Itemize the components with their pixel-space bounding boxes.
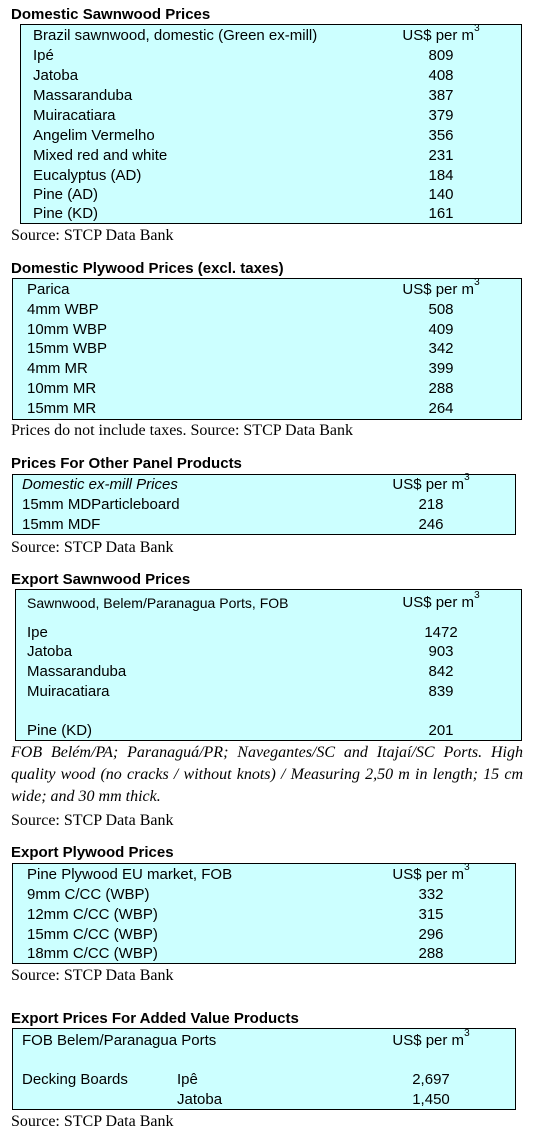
table-row: Ipé 809 <box>33 47 454 64</box>
table-header <box>13 472 515 495</box>
table-header <box>13 862 515 885</box>
source-note: Source: STCP Data Bank <box>11 967 174 984</box>
ports-note: FOB Belém/PA; Paranaguá/PR; Navegantes/SC and Itajaí/SC Ports. High quality wood (no cracks / without knots) / Measuring 2,50 m in length; 15 cm wide; and 30 mm thick. <box>11 744 523 805</box>
unit-label: US$ per $m^3$ <box>392 862 470 883</box>
table-row: Massaranduba 842 <box>27 663 454 680</box>
table-row: 10mm MR 288 <box>27 380 454 397</box>
table-row: Jatoba 1,450 <box>177 1091 450 1108</box>
table-row: 15mm WBP 342 <box>27 340 454 357</box>
table-row: 4mm WBP 508 <box>27 301 454 318</box>
domestic-sawnwood-title: Domestic Sawnwood Prices <box>11 6 211 23</box>
table-row: Decking Boards Ipê 2,697 <box>22 1071 450 1088</box>
table-row: Ipe 1472 <box>27 624 458 641</box>
table-header <box>16 590 521 613</box>
table-row: Jatoba 903 <box>27 643 454 660</box>
table-header <box>21 23 521 46</box>
source-note: Source: STCP Data Bank <box>11 227 174 244</box>
export-plywood-title: Export Plywood Prices <box>11 844 174 861</box>
table-row: 9mm C/CC (WBP) 332 <box>27 886 444 903</box>
table-row: Massaranduba 387 <box>33 87 454 104</box>
table-header <box>13 277 521 300</box>
source-note: Prices do not include taxes. Source: STCP Data Bank <box>11 422 354 439</box>
unit-label: US$ per $m^3$ <box>392 1028 470 1049</box>
column-label: FOB Belem/Paranagua Ports <box>22 1032 217 1049</box>
table-row: 4mm MR 399 <box>27 360 454 377</box>
table-row: 15mm MDParticleboard 218 <box>22 496 444 513</box>
source-note: Source: STCP Data Bank <box>11 1113 174 1130</box>
unit-label: US$ per $m^3$ <box>402 23 480 44</box>
table-row: Eucalyptus (AD) 184 <box>33 167 454 184</box>
domestic-plywood-title: Domestic Plywood Prices (excl. taxes) <box>11 260 284 277</box>
table-row: Jatoba 408 <box>33 67 454 84</box>
domestic-sawnwood-table <box>20 24 522 224</box>
table-row: 15mm C/CC (WBP) 296 <box>27 926 444 943</box>
column-label: Pine Plywood EU market, FOB <box>27 866 233 883</box>
source-note: Source: STCP Data Bank <box>11 812 174 829</box>
column-label: Brazil sawnwood, domestic (Green ex-mill) <box>33 27 318 44</box>
unit-label: US$ per $m^3$ <box>392 472 470 493</box>
export-plywood-table <box>12 863 516 964</box>
source-note: Source: STCP Data Bank <box>11 539 174 556</box>
unit-label: US$ per $m^3$ <box>402 590 480 611</box>
added-value-table <box>12 1028 516 1110</box>
other-panel-table <box>12 474 516 535</box>
export-sawnwood-table <box>15 589 522 741</box>
table-row: Pine (KD) 161 <box>33 205 454 222</box>
export-sawnwood-title: Export Sawnwood Prices <box>11 571 191 588</box>
column-label: Sawnwood, Belem/Paranagua Ports, FOB <box>27 595 289 611</box>
other-panel-title: Prices For Other Panel Products <box>11 455 242 472</box>
added-value-title: Export Prices For Added Value Products <box>11 1010 299 1027</box>
table-row: Muiracatiara 839 <box>27 683 454 700</box>
table-row: Angelim Vermelho 356 <box>33 127 454 144</box>
unit-label: US$ per $m^3$ <box>402 277 480 298</box>
column-label: Parica <box>27 281 70 298</box>
table-row: Muiracatiara 379 <box>33 107 454 124</box>
domestic-plywood-table <box>12 278 522 420</box>
table-row: 15mm MR 264 <box>27 400 454 417</box>
table-row: 15mm MDF 246 <box>22 516 444 533</box>
table-row: 10mm WBP 409 <box>27 321 454 338</box>
column-label: Domestic ex-mill Prices <box>22 476 178 493</box>
table-header <box>13 1028 515 1051</box>
group-label: Decking Boards <box>22 1071 128 1088</box>
table-row: 18mm C/CC (WBP) 288 <box>27 945 444 962</box>
table-row: Pine (KD) 201 <box>27 722 454 739</box>
table-row: Mixed red and white 231 <box>33 147 454 164</box>
table-row: 12mm C/CC (WBP) 315 <box>27 906 444 923</box>
table-row: Pine (AD) 140 <box>33 186 454 203</box>
